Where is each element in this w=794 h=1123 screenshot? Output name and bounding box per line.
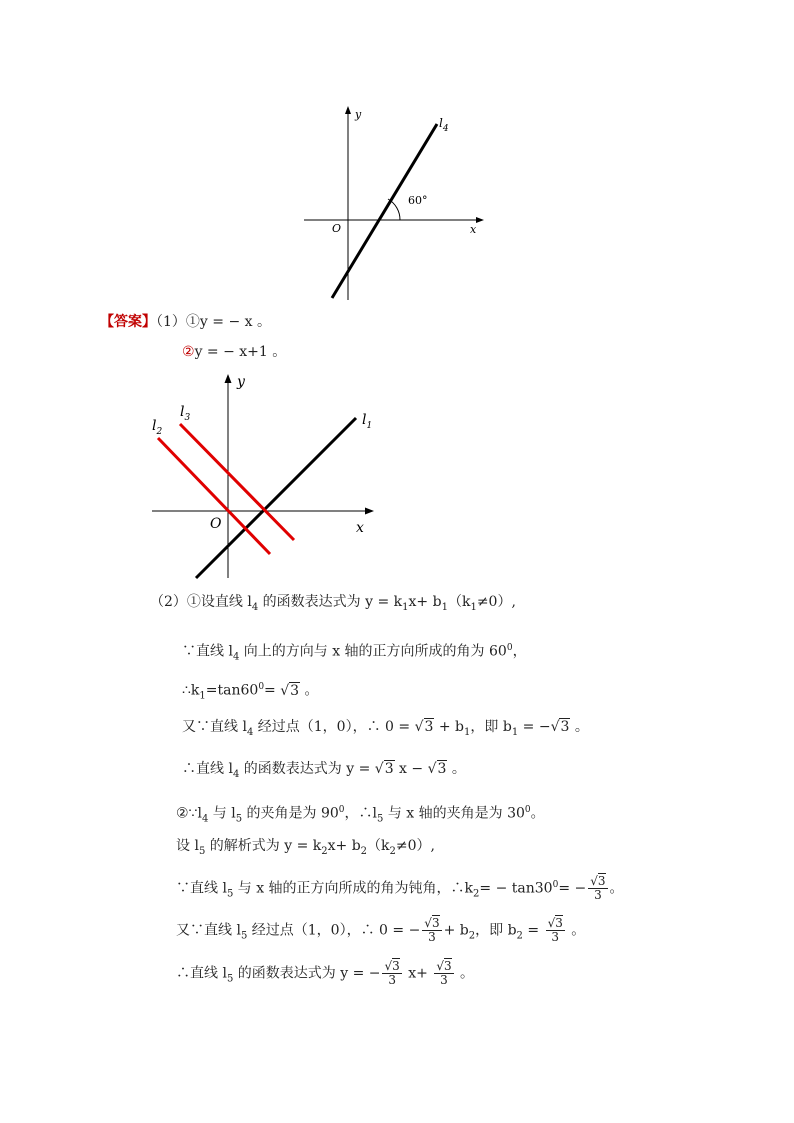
answer-line-1 bbox=[100, 312, 271, 332]
answer-part1-equation: y = − x 。 bbox=[199, 314, 271, 330]
part2-line-6: $②\because l_4$ 与 $l_5$ 的夹角是为 $90^0$，$\therefore l_5$ 与 x 轴的夹角是为 $30^0$。 bbox=[176, 805, 545, 825]
part2-line-5: ∴直线 $l_4$ 的函数表达式为 y = √3 x − √3 。 bbox=[182, 761, 466, 780]
part2-line-10: ∴直线 $l_5$ 的函数表达式为 y = − $\frac{√3}{3}$ x+ $\frac{√3}{3}$ 。 bbox=[176, 959, 475, 987]
part2-line-3: $\therefore k_1=\tan 60^0= √3$ 。 bbox=[182, 682, 319, 702]
x-axis-arrow bbox=[365, 508, 374, 515]
part2-line-1: （2）①设直线 $l_4$ 的函数表达式为 $y = k_1x+ b_1(k_1\ne 0)$, bbox=[150, 594, 516, 613]
part2-line-9: 又∵直线 $l_5$ 经过点（1，0），∴ 0 = − $\frac{√3}{3}$ + $b_2$，即 $b_2$ = $\frac{√3}{3}$ 。 bbox=[176, 916, 586, 944]
line-l1-label: $l_1$ bbox=[362, 412, 373, 431]
line-l4-label: $l_4$ bbox=[439, 116, 449, 134]
angle-label: 60° bbox=[408, 194, 428, 207]
part2-line-8: ∵直线 $l_5$ 与 x 轴的正方向所成的角为钝角，$\therefore k_2= - \tan 30^0=$ − $\frac{√3}{3}$ 。 bbox=[176, 874, 624, 903]
figure-l4-graph bbox=[300, 100, 500, 305]
answer-part2-equation: y = − x+1 。 bbox=[194, 344, 287, 360]
part2-line-4: 又∵直线 $l_4$ 经过点（1，0），∴ $0 = √3 + b_1$，即 $b_1 = -√3$ 。 bbox=[182, 719, 589, 738]
answer-part2-prefix: ② bbox=[182, 344, 195, 360]
y-axis-arrow bbox=[345, 106, 351, 114]
y-axis-label: y bbox=[355, 108, 362, 121]
y-axis-arrow bbox=[225, 374, 232, 383]
origin-label: O bbox=[210, 516, 222, 532]
line-l1 bbox=[196, 418, 356, 578]
x-axis-arrow bbox=[476, 217, 484, 223]
answer-tag: 【答案】 bbox=[100, 314, 156, 330]
part2-line-2: ∵直线 $l_4$ 向上的方向与 x 轴的正方向所成的角为 $60^0$， bbox=[182, 643, 527, 663]
answer-line-2 bbox=[182, 342, 286, 362]
line-l3 bbox=[180, 424, 294, 540]
line-l3-label: $l_3$ bbox=[180, 404, 191, 423]
line-l2 bbox=[158, 438, 270, 554]
figure-l1-l2-l3-graph bbox=[148, 368, 388, 580]
x-axis-label: x bbox=[356, 520, 364, 536]
line-l2-label: $l_2$ bbox=[152, 418, 163, 437]
origin-label: O bbox=[332, 222, 342, 235]
part2-line-7: 设 $l_5$ 的解析式为 $y = k_2x+ b_2(k_2\ne 0)$, bbox=[176, 838, 435, 857]
answer-part1-prefix: （1）① bbox=[156, 314, 200, 330]
y-axis-label: y bbox=[237, 374, 245, 390]
x-axis-label: x bbox=[470, 223, 477, 236]
